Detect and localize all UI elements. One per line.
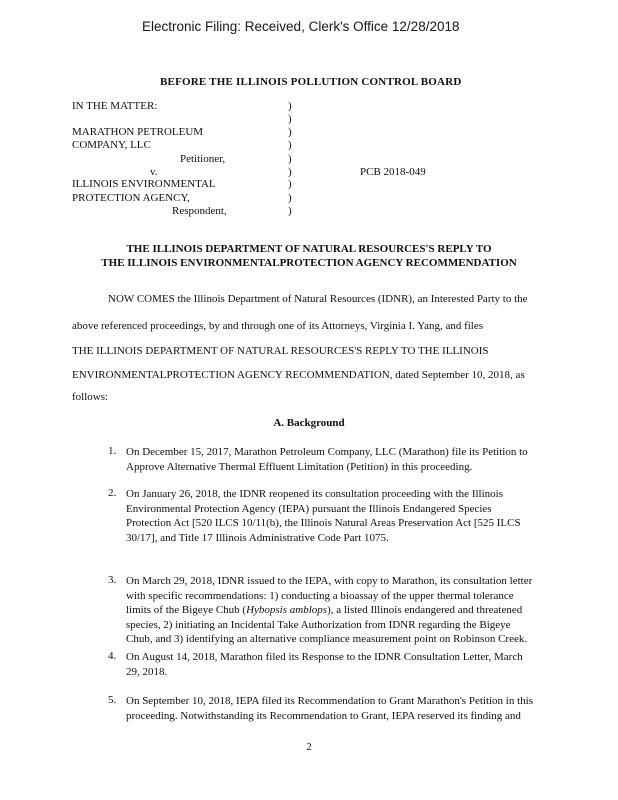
intro-line3: THE ILLINOIS DEPARTMENT OF NATURAL RESOURCES'S REPLY TO THE ILLINOIS [72,345,489,357]
caption-petitioner-role: Petitioner, [180,153,226,165]
intro-line1: NOW COMES the Illinois Department of Natural Resources (IDNR), an Interested Party to the [108,293,528,305]
list-item: On September 10, 2018, IEPA filed its Recommendation to Grant Marathon's Petition in this proceeding. Notwithstanding its Recommendation to Grant, IEPA reserved its finding and [126,695,534,722]
caption-petitioner-name-line1: MARATHON PETROLEUM [72,126,204,138]
caption-paren: ) [288,139,292,151]
intro-line4: ENVIRONMENTALPROTECTION AGENCY RECOMMENDATION, dated September 10, 2018, as [72,369,525,381]
caption-paren: ) [288,113,292,125]
page-number: 2 [306,741,312,753]
caption-paren: ) [288,178,292,190]
list-item-text: ), a listed Illinois endangered and threatened species, 2) initiating an Incidental Take Authorization from IDNR regarding the Bigeye Chub, and 3) identifying an alternative compliance measurement point on Robinson Creek. [126,604,528,645]
document-title-line2: THE ILLINOIS ENVIRONMENTALPROTECTION AGENCY RECOMMENDATION [101,257,517,269]
document-title-line1: THE ILLINOIS DEPARTMENT OF NATURAL RESOURCES'S REPLY TO [126,243,492,255]
list-item: On December 15, 2017, Marathon Petroleum Company, LLC (Marathon) file its Petition to Approve Alternative Thermal Effluent Limitation (Petition) in this proceeding. [126,446,528,473]
caption-in-the-matter: IN THE MATTER: [72,100,158,112]
caption-versus: v. [150,166,158,178]
item-number: 3. [108,574,117,586]
caption-respondent-role: Respondent, [172,205,227,217]
list-item [126,574,536,647]
section-heading: A. Background [273,417,345,429]
caption-paren: ) [288,192,292,204]
list-item: On January 26, 2018, the IDNR reopened its consultation proceeding with the Illinois Environmental Protection Agency (IEPA) pursuant the Illinois Endangered Species Protection Act [520 ILCS 10/11(b), the Illinois Natural Areas Preservation Act [525 ILCS 30/17], and Title 17 Illinois Administrative Code Part 1075. [126,488,521,544]
species-name: Hybopsis amblops [246,604,328,616]
caption-respondent-name-line1: ILLINOIS ENVIRONMENTAL [72,178,216,190]
intro-line2: above referenced proceedings, by and through one of its Attorneys, Virginia I. Yang, and files [72,320,484,332]
caption-paren: ) [288,205,292,217]
caption-paren: ) [288,153,292,165]
caption-paren: ) [288,166,292,178]
list-item-text: On March 29, 2018, IDNR issued to the IEPA, with copy to Marathon, its consultation letter with specific recommendations: 1) conducting a bioassay of the upper thermal tolerance limits of the Bigeye Chub ( [126,575,533,616]
caption-respondent-name-line2: PROTECTION AGENCY, [72,192,190,204]
item-number: 1. [108,445,117,457]
intro-line5: follows: [72,391,109,403]
item-number: 2. [108,487,117,499]
board-title: BEFORE THE ILLINOIS POLLUTION CONTROL BOARD [160,76,462,88]
list-item: On August 14, 2018, Marathon filed its Response to the IDNR Consultation Letter, March 29, 2018. [126,651,523,678]
caption-paren: ) [288,126,292,138]
caption-paren: ) [288,100,292,112]
case-number: PCB 2018-049 [360,166,426,178]
item-number: 5. [108,694,117,706]
filing-stamp: Electronic Filing: Received, Clerk's Office 12/28/2018 [142,19,460,34]
caption-petitioner-name-line2: COMPANY, LLC [72,139,151,151]
item-number: 4. [108,650,117,662]
